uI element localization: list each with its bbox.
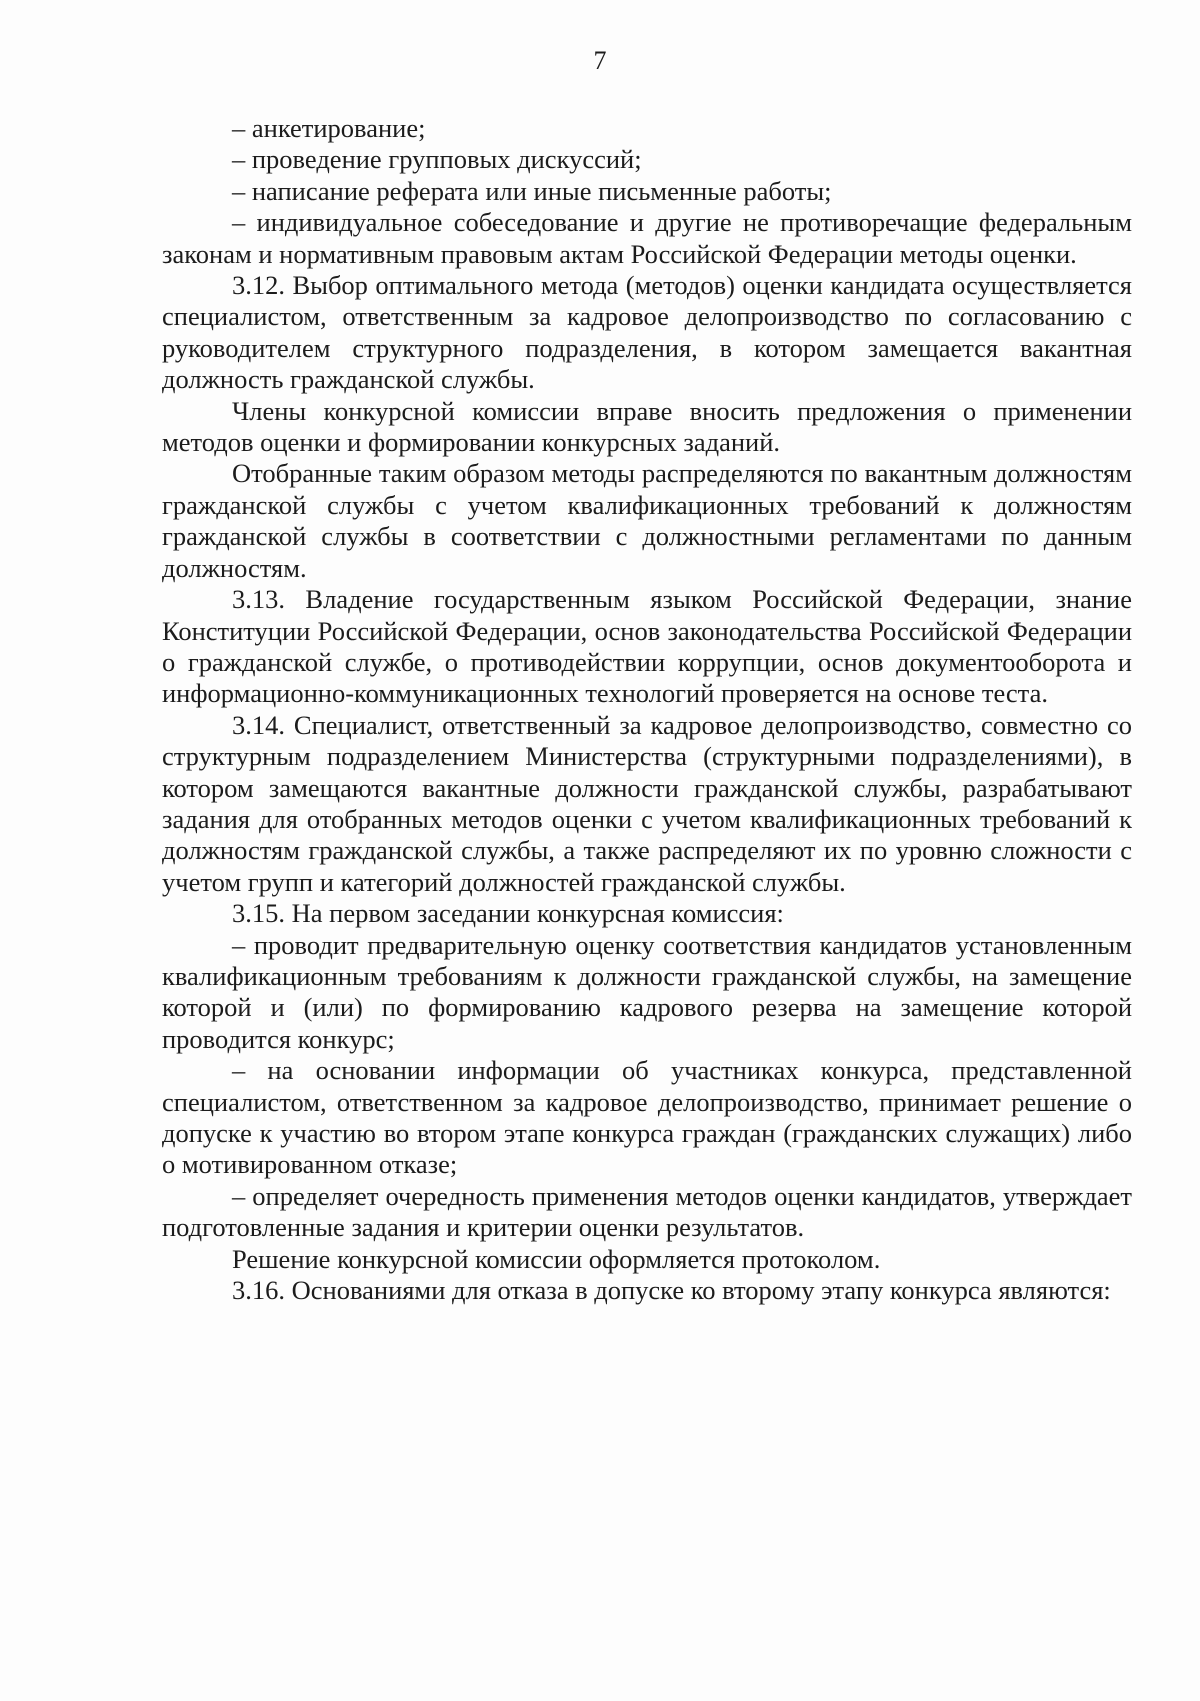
paragraph-protocol: Решение конкурсной комиссии оформляется протоколом. — [232, 1243, 881, 1274]
list-item-admission-decision: – на основании информации об участниках конкурса, представленной специалистом, ответственном за кадровое делопроизводство, принимает решение о допуске к участию во втором этапе конкурса граждан (гражданских служащих) либо о мотивированном отказе; — [162, 1055, 1132, 1180]
list-item-essay: – написание реферата или иные письменные работы; — [232, 175, 832, 206]
paragraph-3-16: 3.16. Основаниями для отказа в допуске ко второму этапу конкурса являются: — [232, 1275, 1111, 1306]
list-item-interview: – индивидуальное собеседование и другие не противоречащие федеральным законам и нормативным правовым актам Российской Федерации методы оценки. — [162, 207, 1132, 269]
list-item-group-discussions: – проведение групповых дискуссий; — [232, 144, 642, 175]
paragraph-3-15: 3.15. На первом заседании конкурсная комиссия: — [232, 898, 784, 929]
paragraph-commission-members: Члены конкурсной комиссии вправе вносить предложения о применении методов оценки и формировании конкурсных заданий. — [162, 395, 1132, 458]
paragraph-3-12: 3.12. Выбор оптимального метода (методов) оценки кандидата осуществляется специалистом, ответственным за кадровое делопроизводство по согласованию с руководителем структурного подразделения, в котором замещается вакантная должность гражданской службы. — [162, 270, 1132, 395]
page-number: 7 — [593, 46, 607, 75]
list-item-assessment-order: – определяет очередность применения методов оценки кандидатов, утверждает подготовленные задания и критерии оценки результатов. — [162, 1180, 1132, 1243]
list-item-preliminary-assessment: – проводит предварительную оценку соответствия кандидатов установленным квалификационным требованиям к должности гражданской службы, на замещение которой и (или) по формированию кадрового резерва на замещение которой проводится конкурс; — [162, 929, 1132, 1054]
list-item-questionnaire: – анкетирование; — [232, 113, 426, 143]
paragraph-3-14: 3.14. Специалист, ответственный за кадровое делопроизводство, совместно со структурным подразделением Министерства (структурными подразделениями), в котором замещаются вакантные должности гражданской службы, разрабатывают задания для отобранных методов оценки с учетом квалификационных требований к должностям гражданской службы, а также распределяют их по уровню сложности с учетом групп и категорий должностей гражданской службы. — [162, 709, 1132, 897]
paragraph-3-13: 3.13. Владение государственным языком Российской Федерации, знание Конституции Российской Федерации, основ законодательства Российской Федерации о гражданской службе, о противодействии коррупции, основ документооборота и информационно-коммуникационных технологий проверяется на основе теста. — [162, 584, 1132, 709]
document-body — [162, 113, 1132, 1306]
paragraph-selected-methods: Отобранные таким образом методы распределяются по вакантным должностям гражданской службы с учетом квалификационных требований к должностям гражданской службы в соответствии с должностными регламентами по данным должностям. — [162, 458, 1132, 583]
